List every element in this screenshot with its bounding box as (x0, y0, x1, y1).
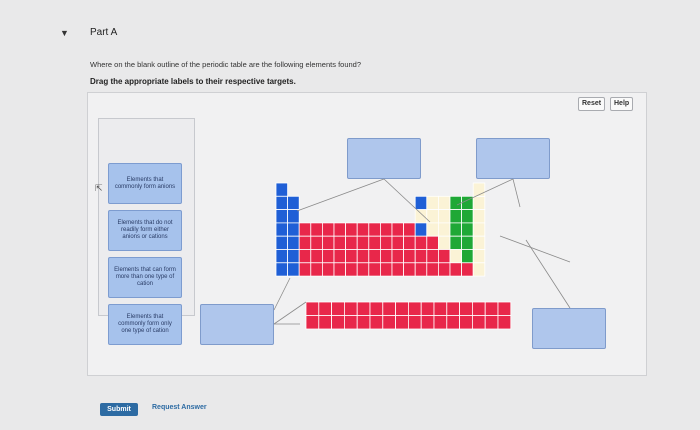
periodic-cell (462, 223, 474, 236)
periodic-cell-f-block (319, 316, 332, 330)
periodic-cell (369, 263, 381, 276)
periodic-cell-f-block (306, 316, 319, 330)
periodic-cell (473, 250, 485, 263)
periodic-cell (427, 196, 439, 209)
periodic-cell-f-block (370, 302, 383, 316)
periodic-cell (450, 196, 462, 209)
leader-line (274, 302, 306, 324)
periodic-cell (404, 250, 416, 263)
periodic-cell (369, 236, 381, 249)
periodic-cell-f-block (332, 302, 345, 316)
periodic-cell-f-block (472, 316, 485, 330)
periodic-cell (334, 236, 346, 249)
periodic-cell (392, 263, 404, 276)
periodic-cell-f-block (383, 302, 396, 316)
periodic-cell (438, 250, 450, 263)
periodic-cell-f-block (472, 302, 485, 316)
leader-line (526, 240, 570, 308)
periodic-cell (438, 223, 450, 236)
periodic-cell (288, 263, 300, 276)
leader-line (500, 236, 570, 262)
periodic-cell (322, 250, 334, 263)
periodic-cell (392, 236, 404, 249)
label-no-ions[interactable]: Elements that do not readily form either anions or cations (108, 210, 182, 251)
leader-line (274, 278, 290, 310)
periodic-cell (473, 223, 485, 236)
periodic-cell (299, 236, 311, 249)
periodic-cell-f-block (434, 316, 447, 330)
periodic-cell (288, 210, 300, 223)
periodic-cell (392, 223, 404, 236)
periodic-cell (299, 263, 311, 276)
periodic-cell (346, 263, 358, 276)
periodic-cell (438, 263, 450, 276)
periodic-cell (450, 236, 462, 249)
periodic-cell-f-block (332, 316, 345, 330)
periodic-cell (392, 250, 404, 263)
periodic-cell (415, 210, 427, 223)
periodic-cell-f-block (421, 302, 434, 316)
periodic-cell (415, 250, 427, 263)
periodic-cell-f-block (485, 302, 498, 316)
periodic-cell-f-block (421, 316, 434, 330)
periodic-cell-f-block (447, 316, 460, 330)
periodic-cell (288, 223, 300, 236)
periodic-cell (415, 196, 427, 209)
periodic-cell (473, 236, 485, 249)
periodic-cell (427, 236, 439, 249)
periodic-cell (462, 210, 474, 223)
periodic-cell (450, 223, 462, 236)
leader-line (297, 179, 384, 211)
periodic-cell (369, 250, 381, 263)
periodic-cell-f-block (460, 316, 473, 330)
periodic-cell-f-block (357, 316, 370, 330)
periodic-cell (276, 236, 288, 249)
periodic-cell (462, 236, 474, 249)
periodic-cell (415, 263, 427, 276)
periodic-cell (438, 210, 450, 223)
periodic-cell (288, 250, 300, 263)
periodic-cell (334, 223, 346, 236)
periodic-cell (438, 196, 450, 209)
periodic-cell-f-block (498, 316, 511, 330)
periodic-cell (322, 236, 334, 249)
periodic-cell (357, 223, 369, 236)
periodic-cell (346, 223, 358, 236)
periodic-cell (299, 223, 311, 236)
periodic-cell-f-block (408, 302, 421, 316)
periodic-cell (276, 223, 288, 236)
periodic-cell (380, 236, 392, 249)
periodic-cell (462, 263, 474, 276)
periodic-cell-f-block (357, 302, 370, 316)
part-title: Part A (90, 27, 118, 38)
submit-button[interactable]: Submit (100, 403, 138, 416)
label-anions[interactable]: Elements that commonly form anions (108, 163, 182, 204)
periodic-cell (346, 236, 358, 249)
periodic-cell (427, 250, 439, 263)
periodic-cell-f-block (344, 316, 357, 330)
periodic-cell (288, 196, 300, 209)
periodic-cell-f-block (370, 316, 383, 330)
periodic-cell (357, 236, 369, 249)
periodic-cell (311, 263, 323, 276)
periodic-cell-f-block (344, 302, 357, 316)
periodic-cell (415, 223, 427, 236)
periodic-cell (427, 263, 439, 276)
periodic-cell (334, 263, 346, 276)
periodic-cell (450, 263, 462, 276)
help-button[interactable]: Help (610, 97, 633, 111)
periodic-cell (380, 250, 392, 263)
label-multiple-cations[interactable]: Elements that can form more than one type of cation (108, 257, 182, 298)
periodic-cell (473, 196, 485, 209)
periodic-cell (462, 250, 474, 263)
periodic-cell (427, 223, 439, 236)
periodic-cell (322, 223, 334, 236)
leader-line (513, 179, 520, 207)
periodic-cell-f-block (319, 302, 332, 316)
periodic-cell-f-block (396, 316, 409, 330)
periodic-cell (404, 236, 416, 249)
periodic-cell (276, 250, 288, 263)
periodic-cell-f-block (434, 302, 447, 316)
periodic-cell (450, 210, 462, 223)
periodic-cell (357, 263, 369, 276)
periodic-cell (473, 210, 485, 223)
periodic-cell-f-block (408, 316, 421, 330)
periodic-cell-f-block (447, 302, 460, 316)
periodic-cell (473, 263, 485, 276)
request-answer-link[interactable]: Request Answer (152, 404, 207, 411)
periodic-cell (438, 236, 450, 249)
periodic-cell (346, 250, 358, 263)
periodic-cell (473, 183, 485, 196)
periodic-cell (276, 263, 288, 276)
periodic-cell (276, 196, 288, 209)
periodic-cell (404, 263, 416, 276)
drag-cursor-icon: ⇱ (95, 183, 103, 193)
question-text: Where on the blank outline of the periodic table are the following elements found? (90, 60, 362, 69)
periodic-cell (276, 183, 288, 196)
periodic-cell (299, 250, 311, 263)
periodic-cell (311, 223, 323, 236)
periodic-cell (450, 250, 462, 263)
periodic-cell-f-block (460, 302, 473, 316)
periodic-cell (357, 250, 369, 263)
instruction-text: Drag the appropriate labels to their respective targets. (90, 77, 296, 86)
periodic-cell (404, 223, 416, 236)
periodic-cell (288, 236, 300, 249)
periodic-cell-f-block (498, 302, 511, 316)
periodic-cell-f-block (396, 302, 409, 316)
reset-button[interactable]: Reset (578, 97, 605, 111)
periodic-cell (415, 236, 427, 249)
periodic-cell-f-block (306, 302, 319, 316)
label-single-cation[interactable]: Elements that commonly form only one type of cation (108, 304, 182, 345)
periodic-cell (380, 223, 392, 236)
periodic-cell-f-block (485, 316, 498, 330)
periodic-cell (334, 250, 346, 263)
periodic-cell (369, 223, 381, 236)
periodic-cell (311, 250, 323, 263)
caret-down-icon[interactable]: ▼ (60, 28, 69, 38)
periodic-cell (380, 263, 392, 276)
periodic-cell-f-block (383, 316, 396, 330)
periodic-cell (311, 236, 323, 249)
periodic-cell (276, 210, 288, 223)
periodic-cell (322, 263, 334, 276)
